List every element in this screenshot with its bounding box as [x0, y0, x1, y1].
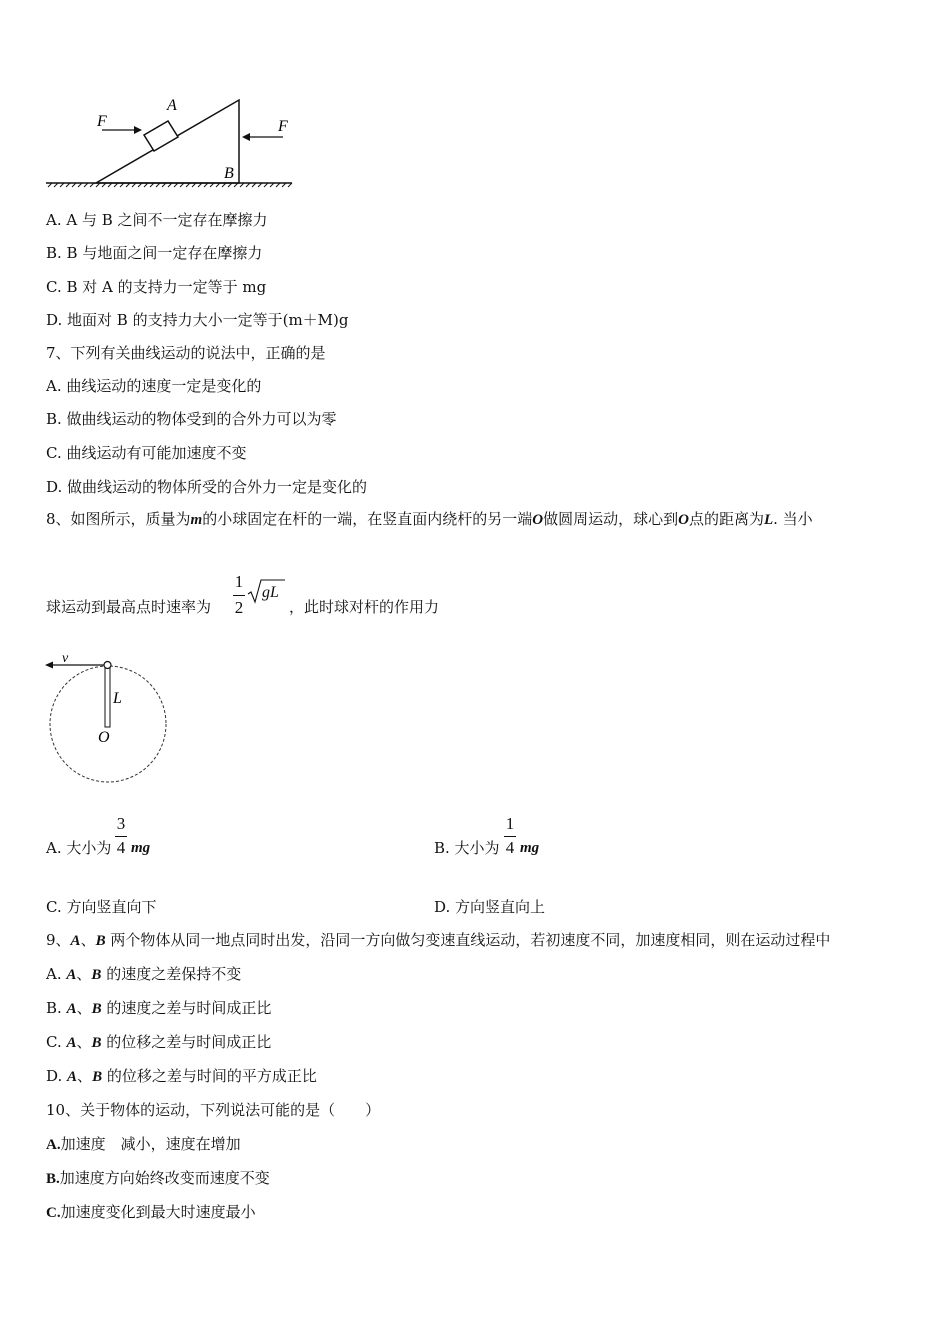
var-o: O — [678, 512, 689, 528]
q8-stem-text: 点的距离为 — [688, 510, 764, 528]
fraction-bar — [115, 836, 127, 837]
q9-option-d — [46, 1066, 317, 1087]
var-m: m — [190, 512, 203, 528]
var-b: B — [91, 1035, 102, 1051]
q8-stem-line1 — [46, 509, 813, 530]
label-o: O — [98, 729, 110, 746]
frac-numerator: 1 — [505, 814, 515, 833]
frac-numerator: 3 — [116, 814, 126, 833]
var-b: B — [91, 967, 102, 983]
frac-denominator: 4 — [505, 838, 515, 857]
label-a: A — [167, 97, 177, 114]
option-text: 的位移之差与时间的平方成正比 — [102, 1067, 317, 1085]
sqrt-body: gL — [262, 584, 279, 601]
label-l: L — [113, 690, 122, 707]
separator: 、 — [80, 931, 96, 949]
q8-option-d: D. 方向竖直向上 — [434, 898, 546, 916]
separator: 、 — [76, 999, 92, 1017]
option-label: C. — [46, 1205, 61, 1221]
frac-denominator: 2 — [234, 598, 244, 617]
label-f-left: F — [97, 113, 107, 130]
q10-option-b — [46, 1168, 270, 1189]
q6-option-d: D. 地面对 B 的支持力大小一定等于(m＋M)g — [46, 311, 349, 329]
q8-stem-line2-b: ，此时球对杆的作用力 — [289, 598, 440, 616]
label-v: v — [62, 651, 69, 666]
circular-motion-figure — [40, 650, 180, 790]
rod — [105, 665, 110, 727]
q6-option-a: A. A 与 B 之间不一定存在摩擦力 — [46, 211, 268, 229]
q9-option-a — [46, 964, 241, 985]
option-text: 的速度之差保持不变 — [101, 965, 242, 983]
var-a: A — [67, 1069, 78, 1085]
option-text: 的位移之差与时间成正比 — [101, 1033, 272, 1051]
ball — [104, 662, 111, 669]
q7-option-c: C. 曲线运动有可能加速度不变 — [46, 444, 247, 462]
q8-option-c: C. 方向竖直向下 — [46, 898, 157, 916]
q7-stem: 7、下列有关曲线运动的说法中，正确的是 — [46, 344, 326, 362]
var-a: A — [66, 1001, 77, 1017]
q8-option-a-prefix: A. 大小为 — [46, 839, 112, 857]
q10-stem: 10、关于物体的运动，下列说法可能的是（ ） — [46, 1101, 381, 1119]
label-f-right: F — [278, 118, 288, 135]
label-b: B — [224, 165, 234, 182]
var-b: B — [95, 933, 106, 949]
q8-stem-text: 做圆周运动，球心到 — [543, 510, 679, 528]
frac-numerator: 1 — [234, 572, 244, 591]
option-label: C. — [46, 1033, 67, 1051]
var-l: L — [763, 512, 774, 528]
q8-option-b-prefix: B. 大小为 — [434, 839, 500, 857]
option-label: B. — [46, 1171, 60, 1187]
var-b: B — [91, 1001, 102, 1017]
q8-option-a-unit: mg — [131, 840, 151, 856]
separator: 、 — [77, 1067, 93, 1085]
q8-stem-text: 8、如图所示，质量为 — [46, 510, 191, 528]
option-label: A. — [46, 965, 67, 983]
q8-stem-text: . 当小 — [773, 510, 813, 528]
option-text: 的速度之差与时间成正比 — [101, 999, 272, 1017]
frac-denominator: 4 — [116, 838, 126, 857]
q6-option-b: B. B 与地面之间一定存在摩擦力 — [46, 244, 263, 262]
fraction-bar — [504, 836, 516, 837]
var-o: O — [532, 512, 544, 528]
var-a: A — [66, 967, 77, 983]
var-a: A — [66, 1035, 77, 1051]
var-a: A — [70, 933, 81, 949]
q9-stem — [46, 930, 830, 951]
option-label: A. — [46, 1137, 61, 1153]
q9-option-c — [46, 1032, 271, 1053]
option-label: D. — [46, 1067, 68, 1085]
q9-stem-text: 两个物体从同一地点同时出发，沿同一方向做匀变速直线运动，若初速度不同，加速度相同，则在运动过程中 — [105, 931, 831, 949]
incline-figure — [40, 90, 300, 195]
q9-stem-text: 9、 — [46, 931, 71, 949]
fraction-bar — [233, 595, 245, 596]
q8-stem-text: 的小球固定在杆的一端，在竖直面内绕杆的另一端 — [202, 510, 533, 528]
var-b: B — [92, 1069, 103, 1085]
option-text: 加速度变化到最大时速度最小 — [60, 1203, 256, 1221]
q6-option-c: C. B 对 A 的支持力一定等于 mg — [46, 278, 267, 296]
q10-option-a — [46, 1134, 241, 1155]
option-text: 加速度 减小，速度在增加 — [60, 1135, 241, 1153]
q7-option-a: A. 曲线运动的速度一定是变化的 — [46, 377, 262, 395]
separator: 、 — [76, 965, 92, 983]
q8-option-b-unit: mg — [520, 840, 540, 856]
q7-option-d: D. 做曲线运动的物体所受的合外力一定是变化的 — [46, 478, 368, 496]
option-label: B. — [46, 999, 67, 1017]
block-a — [144, 121, 178, 151]
q7-option-b: B. 做曲线运动的物体受到的合外力可以为零 — [46, 410, 337, 428]
option-text: 加速度方向始终改变而速度不变 — [59, 1169, 270, 1187]
q8-stem-line2-a: 球运动到最高点时速率为 — [46, 598, 212, 616]
q9-option-b — [46, 998, 271, 1019]
q10-option-c — [46, 1202, 256, 1223]
separator: 、 — [76, 1033, 92, 1051]
